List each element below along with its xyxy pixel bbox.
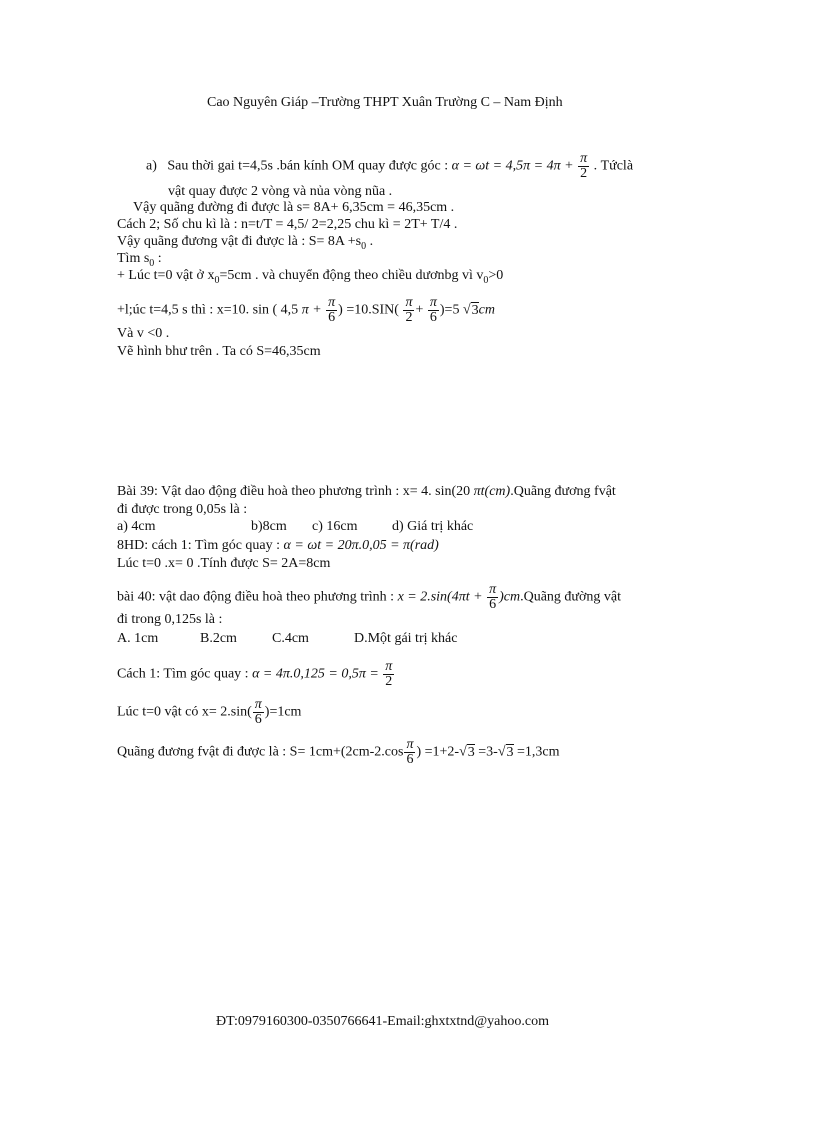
line-a-4: Cách 2; Số chu kì là : n=t/T = 4,5/ 2=2,25 chu kì = 2T+ T/4 . — [117, 217, 458, 232]
text: Sau thời gai t=4,5s .bán kính OM quay được góc : — [167, 158, 449, 174]
sqrt-sign: √ — [497, 744, 506, 760]
bai39-option-a: a) 4cm — [117, 519, 156, 534]
fraction-pi-over-6: $\frac{\pi}{6}$ — [328, 295, 336, 325]
bai40-option-b: B.2cm — [200, 631, 237, 646]
line-a-2: vật quay được 2 vòng và nủa vòng nũa . — [168, 184, 393, 199]
fraction-pi-over-2: $\frac{\pi}{2}$ — [405, 295, 413, 325]
line-a-5: Vậy quãng đương vật đi được là : $S= 8A +s_0$ . — [117, 234, 374, 252]
bai40-line-6: Quãng đương fvật đi được là : S= 1cm+(2cm-2.cos $\frac{\pi}{6}$ ) =1+2-√3 =3-√3 =1,3cm — [117, 737, 560, 767]
bai40-line-2: đi trong 0,125s là : — [117, 612, 223, 627]
bai40-option-d: D.Một gái trị khác — [354, 631, 458, 646]
line-a-6: Tìm $s_0$ : — [117, 251, 162, 269]
fraction-pi-over-2: $\frac{\pi}{2}$ — [385, 659, 393, 689]
bai39-line-1: Bài 39: Vật dao động điều hoà theo phương trình : x= 4. sin(20 πt(cm).Quãng đương fvật — [117, 484, 616, 499]
fraction-pi-over-2: $\frac{\pi}{2}$ — [580, 151, 588, 181]
fraction-pi-over-6: $\frac{\pi}{6}$ — [429, 295, 437, 325]
sqrt-sign: √ — [462, 302, 471, 318]
sqrt-sign: √ — [459, 744, 467, 760]
page-header: Cao Nguyên Giáp –Trường THPT Xuân Trường C – Nam Định — [207, 95, 563, 110]
line-a-3: Vậy quãng đường đi được là s= 8A+ 6,35cm = 46,35cm . — [133, 200, 455, 215]
bai39-line-5: Lúc t=0 .x= 0 .Tính được S= 2A=8cm — [117, 556, 331, 571]
page-footer: ĐT:0979160300-0350766641-Email:ghxtxtnd@yahoo.com — [216, 1014, 549, 1029]
bai40-option-c: C.4cm — [272, 631, 309, 646]
bai39-option-c: c) 16cm — [312, 519, 358, 534]
formula: α = ωt = 4,5π = 4π + — [451, 158, 574, 174]
line-a-8: +l;úc t=4,5 s thì : x=10. sin ( 4,5 π + $\frac{\pi}{6}$ ) =10.SIN( $\frac{\pi}{2}$ + $\frac{\pi}{6}$ )=5 √3cm — [117, 295, 495, 325]
fraction-pi-over-6: $\frac{\pi}{6}$ — [254, 697, 262, 727]
bai40-option-a: A. 1cm — [117, 631, 159, 646]
line-a-10: Vẽ hình bhư trên . Ta có S=46,35cm — [117, 344, 321, 359]
bai39-option-b: b)8cm — [251, 519, 287, 534]
item-marker: a) — [146, 158, 157, 174]
bai39-line-2: đi được trong 0,05s là : — [117, 502, 248, 517]
bai40-line-4: Cách 1: Tìm góc quay : α = 4π.0,125 = 0,5π = $\frac{\pi}{2}$ — [117, 659, 393, 689]
fraction-pi-over-6: $\frac{\pi}{6}$ — [489, 582, 497, 612]
bai40-line-5: Lúc t=0 vật có x= 2.sin( $\frac{\pi}{6}$ )=1cm — [117, 697, 302, 727]
fraction-pi-over-6: $\frac{\pi}{6}$ — [406, 737, 414, 767]
bai39-line-4: 8HD: cách 1: Tìm góc quay : α = ωt = 20π.0,05 = π(rad) — [117, 538, 439, 553]
bai40-line-1: bài 40: vật dao động điều hoà theo phương trình : x = 2.sin(4πt + $\frac{\pi}{6}$ )cm.Quãng đường vật — [117, 582, 622, 612]
line-a-1 — [146, 152, 633, 181]
line-a-9: Và v <0 . — [117, 326, 170, 341]
bai39-option-d: d) Giá trị khác — [392, 519, 474, 534]
text: . Tứclà — [593, 158, 634, 174]
line-a-7: + Lúc t=0 vật ở $x_0=5cm$ . và chuyển động theo chiều dươnbg vì $v_0>0$ — [117, 268, 504, 286]
